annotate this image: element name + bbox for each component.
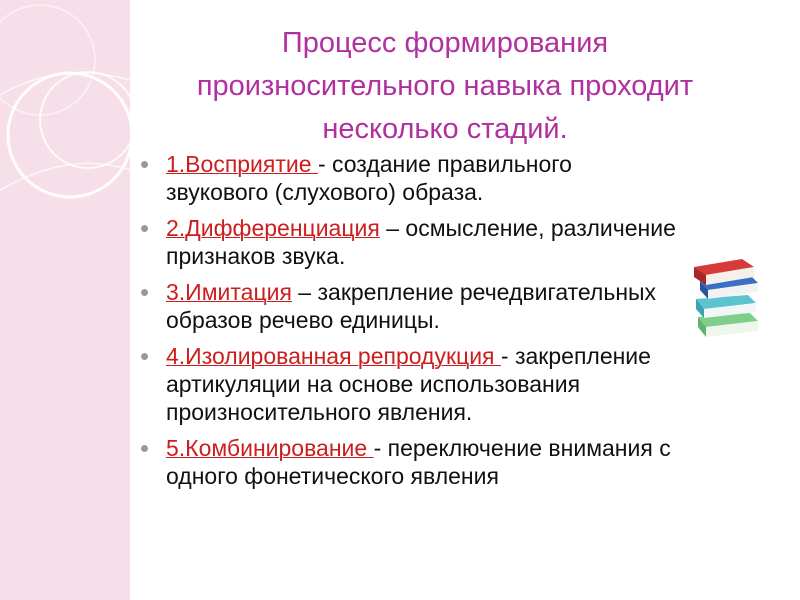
list-item	[140, 150, 680, 206]
stage-description: – закрепление речедвигательных образов речево единицы.	[166, 279, 657, 333]
title-line: Процесс формирования	[281, 27, 609, 59]
swirl-decoration	[0, 0, 130, 600]
stage-term: 1.Восприятие	[166, 151, 318, 177]
bullet-dot-icon	[141, 225, 148, 232]
stage-term: 3.Имитация	[166, 279, 292, 305]
title-line: несколько стадий.	[322, 113, 568, 145]
book-stack-icon	[690, 255, 762, 343]
stage-description: - создание правильного звукового (слухового) образа.	[166, 151, 572, 205]
bullet-dot-icon	[141, 353, 148, 360]
bullet-dot-icon	[141, 161, 148, 168]
stage-description: – осмысление, различение признаков звука.	[166, 215, 676, 269]
stage-term: 5.Комбинирование	[166, 435, 374, 461]
slide-title	[135, 22, 755, 151]
stage-description: - переключение внимания с одного фонетического явления	[166, 435, 671, 489]
bullet-dot-icon	[141, 289, 148, 296]
list-item	[140, 278, 680, 334]
stage-term: 4.Изолированная репродукция	[166, 343, 501, 369]
decorative-side-band	[0, 0, 130, 600]
list-item	[140, 214, 680, 270]
title-line: произносительного навыка проходит	[196, 70, 694, 102]
stage-description: - закрепление артикуляции на основе использования произносительного явления.	[166, 343, 651, 425]
list-item	[140, 342, 680, 426]
stage-term: 2.Дифференциация	[166, 215, 380, 241]
bullet-dot-icon	[141, 445, 148, 452]
list-item	[140, 434, 680, 490]
stages-list	[140, 150, 680, 498]
